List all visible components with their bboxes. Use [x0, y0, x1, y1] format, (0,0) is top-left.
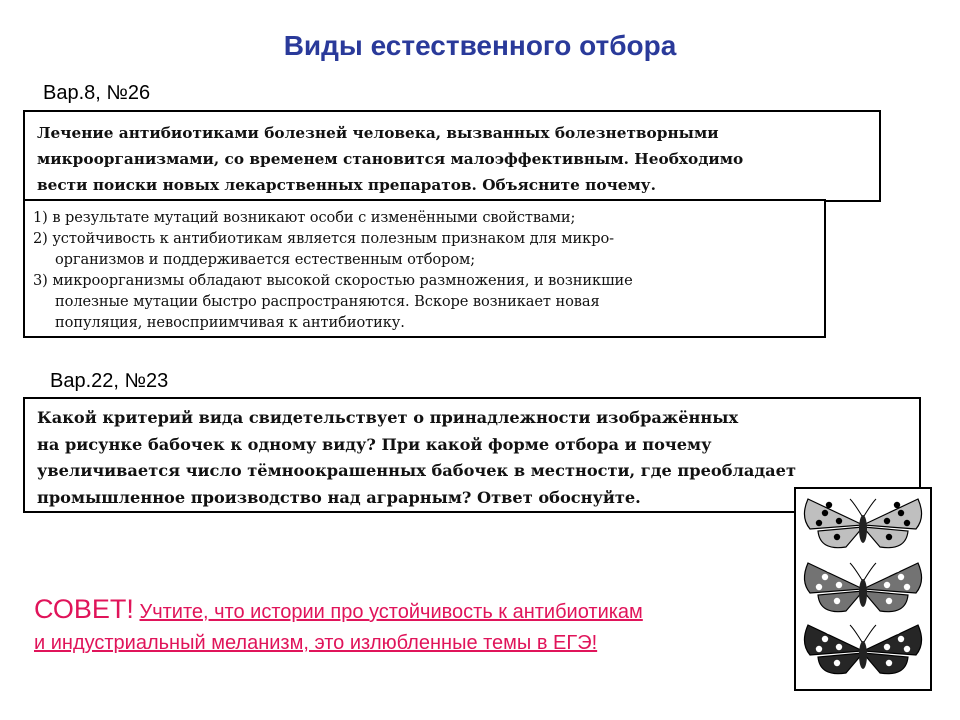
task2-question-box	[23, 397, 921, 513]
task1-question-box	[23, 110, 881, 202]
task1-answer-box	[23, 199, 826, 338]
task2-question-line: Какой критерий вида свидетельствует о принадлежности изображённых	[37, 408, 739, 427]
task1-answer-line: популяция, невосприимчивая к антибиотику.	[55, 314, 405, 331]
task1-question-line: микроорганизмами, со временем становится малоэффективным. Необходимо	[37, 150, 744, 168]
task1-label: Вар.8, №26	[43, 82, 151, 104]
advice-block	[34, 594, 784, 659]
advice-label: СОВЕТ!	[34, 594, 134, 624]
task2-question-line: на рисунке бабочек к одному виду? При какой форме отбора и почему	[37, 434, 712, 454]
advice-text-line2: и индустриальный меланизм, это излюбленные темы в ЕГЭ!	[34, 632, 598, 654]
moth-illustration	[794, 487, 932, 691]
task1-question-line: Лечение антибиотиками болезней человека, вызванных болезнетворными	[37, 124, 719, 142]
task1-answer-line: 3) микроорганизмы обладают высокой скоростью размножения, и возникшие	[33, 272, 633, 289]
moth-illustration-icon	[796, 489, 930, 689]
task2-question-line: увеличивается число тёмноокрашенных бабочек в местности, где преобладает	[37, 461, 796, 480]
moth-figure	[804, 499, 921, 548]
task1-answer-line: полезные мутации быстро распространяются. Вскоре возникает новая	[55, 293, 600, 310]
task2-label: Вар.22, №23	[50, 370, 169, 392]
task1-answer-line: организмов и поддерживается естественным отбором;	[55, 251, 476, 268]
task1-answer-line: 1) в результате мутаций возникают особи с изменёнными свойствами;	[33, 209, 576, 226]
page-title: Виды естественного отбора	[283, 30, 677, 61]
advice-text-line1: Учтите, что истории про устойчивость к антибиотикам	[139, 601, 643, 623]
moth-figure	[804, 625, 921, 674]
moth-figure	[804, 563, 921, 612]
task1-answer-line: 2) устойчивость к антибиотикам является полезным признаком для микро-	[33, 230, 614, 247]
task1-question-line: вести поиски новых лекарственных препаратов. Объясните почему.	[37, 176, 656, 194]
task2-question-line: промышленное производство над аграрным? Ответ обоснуйте.	[37, 487, 641, 507]
